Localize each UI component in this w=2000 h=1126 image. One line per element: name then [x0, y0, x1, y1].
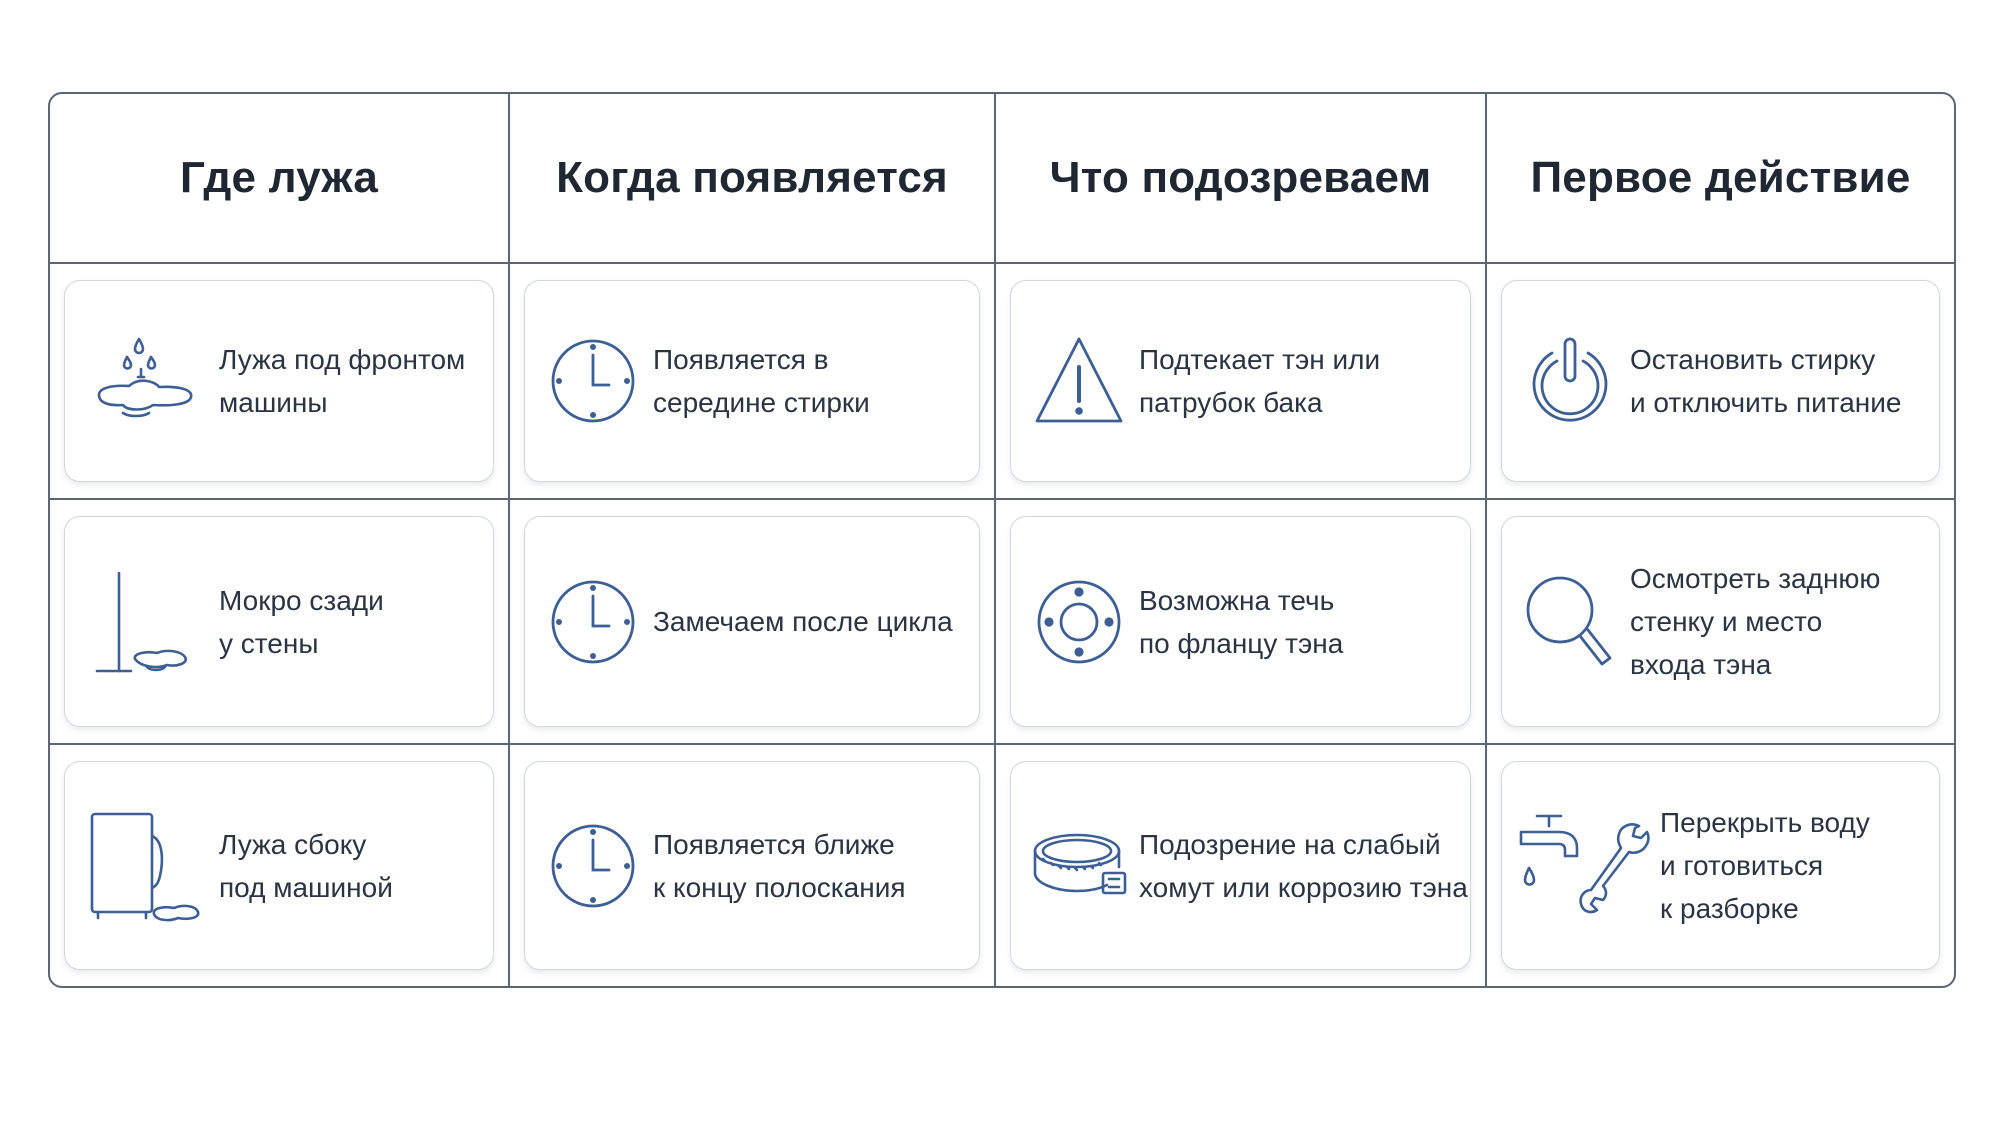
clock-icon [533, 572, 653, 672]
table-cell [510, 500, 996, 745]
row2-when-text: Замечаем после цикла [653, 606, 953, 637]
table-cell [510, 745, 996, 986]
row2-where-card [64, 516, 494, 727]
row1-when-text: Появляется в середине стирки [653, 344, 870, 418]
row1-action-text: Остановить стирку и отключить питание [1630, 344, 1902, 418]
table-cell [50, 500, 510, 745]
clock-icon [533, 331, 653, 431]
row2-when-card [524, 516, 980, 727]
table-cell [996, 745, 1487, 986]
header-where: Где лужа [179, 153, 379, 202]
row1-action-card [1501, 280, 1940, 482]
puddle-drops-icon [69, 331, 219, 431]
header-action: Первое действие [1530, 153, 1911, 202]
warning-triangle-icon [1019, 331, 1139, 431]
row3-where-card [64, 761, 494, 970]
faucet-wrench-icon [1510, 806, 1660, 926]
table-cell [50, 745, 510, 986]
row1-when-card [524, 280, 980, 482]
header-cell-suspect [996, 94, 1487, 264]
header-cell-where [50, 94, 510, 264]
row2-action-text: Осмотреть заднюю стенку и место входа тэна [1630, 563, 1881, 680]
row3-where-text: Лужа сбоку под машиной [219, 828, 393, 903]
hose-clamp-icon [1019, 821, 1139, 911]
clock-icon [533, 816, 653, 916]
table-cell [510, 264, 996, 500]
table-cell [996, 500, 1487, 745]
power-icon [1510, 331, 1630, 431]
table-cell [50, 264, 510, 500]
header-cell-when [510, 94, 996, 264]
row1-where-card [64, 280, 494, 482]
table-cell [996, 264, 1487, 500]
row2-suspect-text: Возможна течь по фланцу тэна [1139, 584, 1344, 659]
row3-when-text: Появляется ближе к концу полоскания [653, 828, 906, 903]
row3-action-card [1501, 761, 1940, 970]
header-cell-action [1487, 94, 1954, 264]
heater-flange-icon [1019, 572, 1139, 672]
header-suspect: Что подозреваем [1049, 153, 1432, 202]
header-when: Когда появляется [556, 153, 948, 202]
row3-suspect-card [1010, 761, 1471, 970]
wall-puddle-icon [69, 567, 219, 677]
machine-side-puddle-icon [69, 806, 219, 926]
table-cell [1487, 500, 1954, 745]
magnifier-icon [1510, 570, 1630, 674]
leak-diagnosis-table [48, 92, 1956, 988]
row1-where-text: Лужа под фронтом машины [219, 344, 466, 418]
row1-suspect-card [1010, 280, 1471, 482]
row1-suspect-text: Подтекает тэн или патрубок бака [1139, 344, 1381, 418]
row2-suspect-card [1010, 516, 1471, 727]
row3-action-text: Перекрыть воду и готовиться к разборке [1660, 807, 1870, 924]
row3-when-card [524, 761, 980, 970]
row2-action-card [1501, 516, 1940, 727]
row2-where-text: Мокро сзади у стены [219, 584, 384, 659]
table-cell [1487, 745, 1954, 986]
row3-suspect-text: Подозрение на слабый хомут или коррозию тэна [1139, 828, 1468, 903]
table-cell [1487, 264, 1954, 500]
